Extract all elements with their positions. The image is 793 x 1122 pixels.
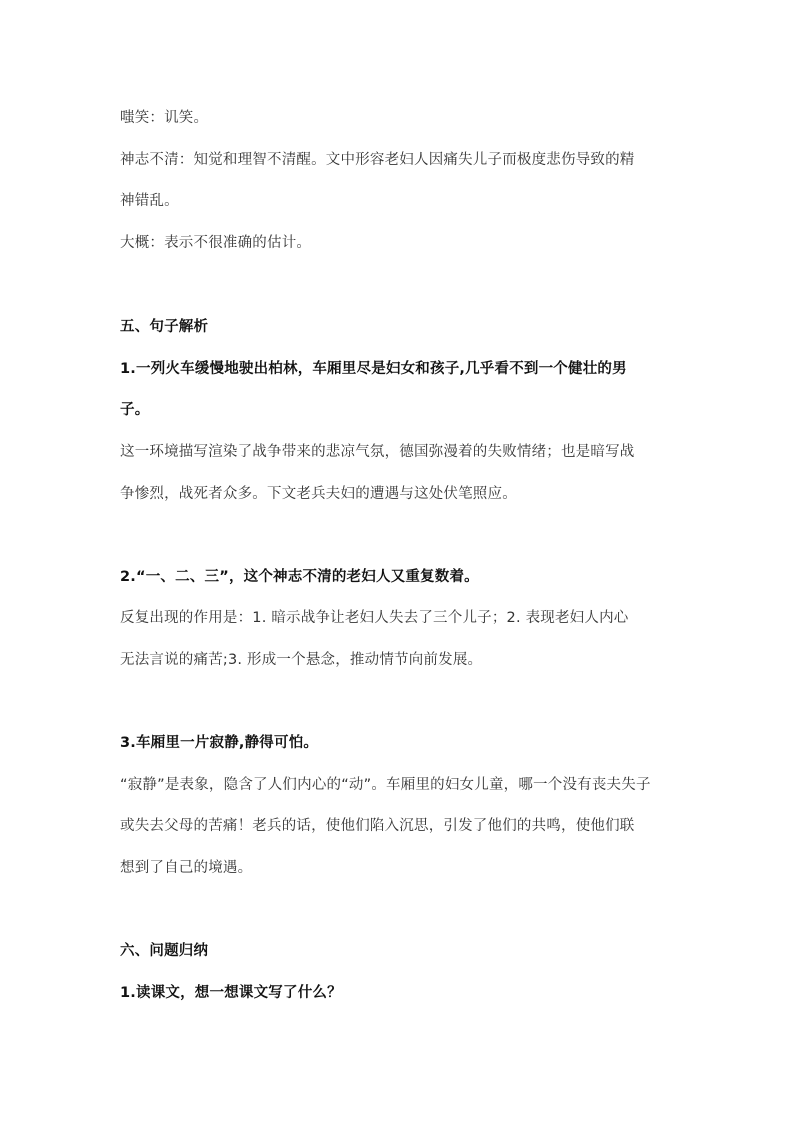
vocab-shenzhi-line2: 神错乱。 — [120, 193, 179, 209]
s3-body-line2: 或失去父母的苦痛！老兵的话，使他们陷入沉思，引发了他们的共鸣，使他们联 — [120, 818, 635, 834]
s1-body-line1: 这一环境描写渲染了战争带来的悲凉气氛，德国弥漫着的失败情绪；也是暗写战 — [120, 444, 635, 460]
s1-body-line2: 争惨烈，战死者众多。下文老兵夫妇的遭遇与这处伏笔照应。 — [120, 486, 517, 502]
vocab-chixiao: 嗤笑：讥笑。 — [120, 110, 209, 126]
s3-title: 3.车厢里一片寂静,静得可怕。 — [120, 735, 319, 751]
s1-title-line2: 子。 — [120, 402, 150, 418]
vocab-dagai: 大概：表示不很准确的估计。 — [120, 235, 312, 251]
s2-body-line2: 无法言说的痛苦;3. 形成一个悬念，推动情节向前发展。 — [120, 652, 483, 668]
s2-title: 2.“一、二、三”，这个神志不清的老妇人又重复数着。 — [120, 569, 479, 585]
vocab-shenzhi-line1: 神志不清：知觉和理智不清醒。文中形容老妇人因痛失儿子而极度悲伤导致的精 — [120, 152, 635, 168]
s1-title-line1: 1.一列火车缓慢地驶出柏林，车厢里尽是妇女和孩子,几乎看不到一个健壮的男 — [120, 361, 627, 377]
q1-title: 1.读课文，想一想课文写了什么？ — [120, 985, 342, 1001]
s3-body-line3: 想到了自己的境遇。 — [120, 860, 253, 876]
s3-body-line1: “寂静”是表象，隐含了人们内心的“动”。车厢里的妇女儿童，哪一个没有丧夫失子 — [120, 777, 651, 793]
section5-heading: 五、句子解析 — [120, 319, 209, 335]
s2-body-line1: 反复出现的作用是：1. 暗示战争让老妇人失去了三个儿子；2. 表现老妇人内心 — [120, 610, 629, 626]
section6-heading: 六、问题归纳 — [120, 943, 209, 959]
